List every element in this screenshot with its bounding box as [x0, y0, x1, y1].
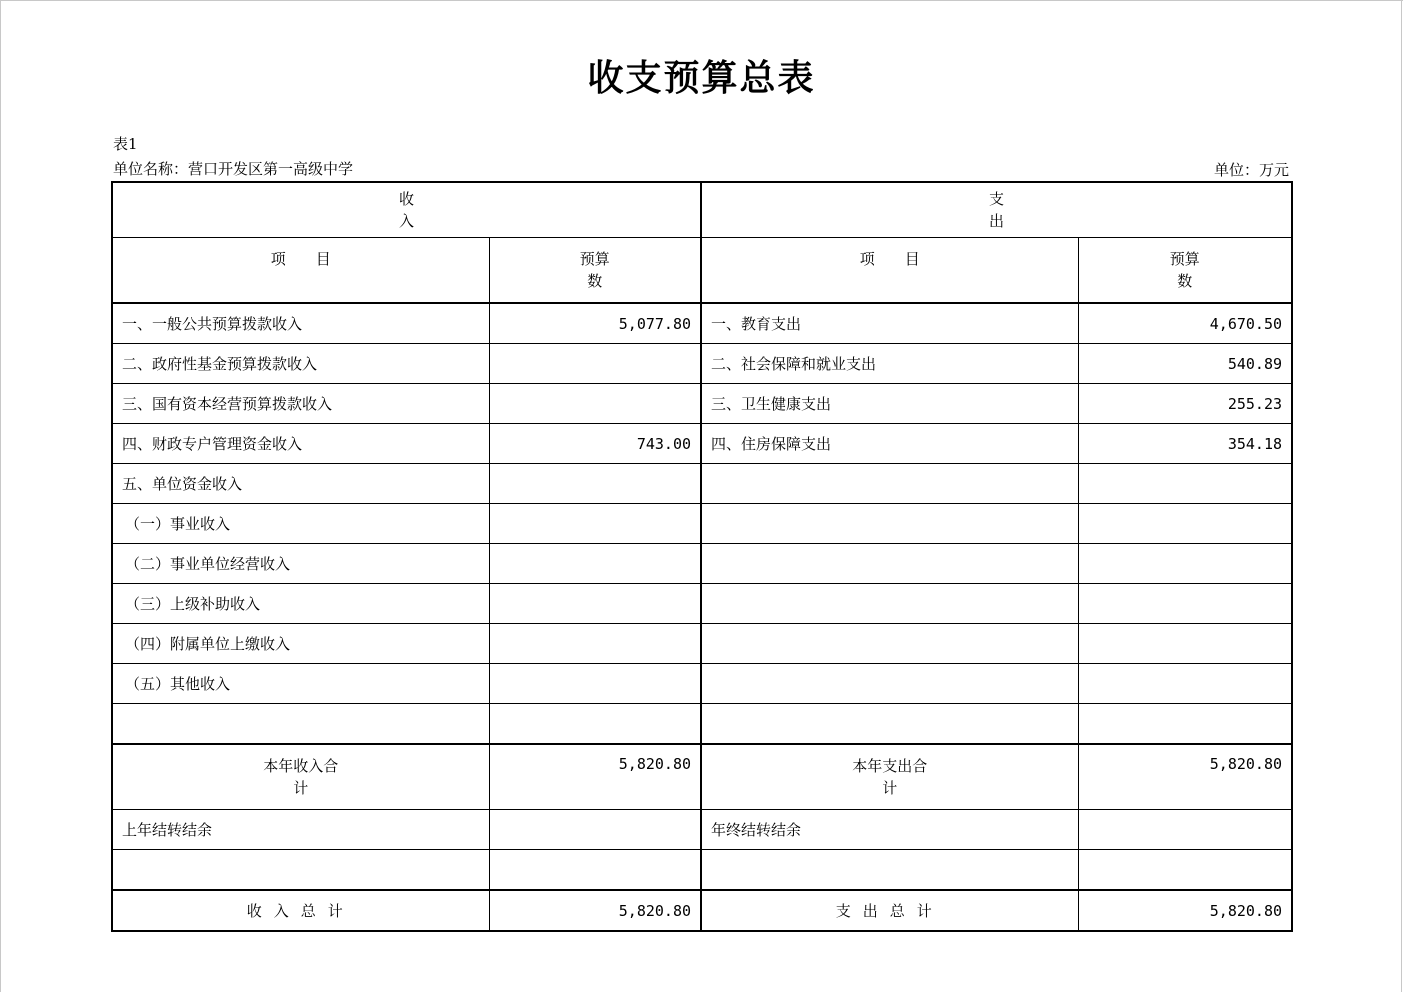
- income-value-cell: [489, 664, 701, 704]
- income-section-header: [112, 182, 701, 238]
- expense-value-cell: [1078, 584, 1292, 624]
- expense-grand-total-value: 5,820.80: [1078, 890, 1292, 931]
- income-value-cell: [489, 544, 701, 584]
- income-value-cell: 5,077.80: [489, 303, 701, 344]
- expense-budget-header-line-2: 数: [1177, 272, 1193, 290]
- year-income-total-value: 5,820.80: [489, 744, 701, 810]
- table-row: [112, 704, 1292, 745]
- unit-name: 单位名称：营口开发区第一高级中学: [113, 160, 354, 178]
- expense-value-cell: 354.18: [1078, 424, 1292, 464]
- expense-item-cell: 二、社会保障和就业支出: [701, 344, 1078, 384]
- year-income-total-label-line-1: 本年收入合: [263, 757, 339, 775]
- table-row: [112, 504, 1292, 544]
- expense-value-cell: [1078, 464, 1292, 504]
- income-carryover-label: 上年结转结余: [112, 810, 489, 850]
- expense-value-cell: [1078, 624, 1292, 664]
- expense-budget-header: [1078, 238, 1292, 304]
- income-header-char-1: 收: [399, 190, 415, 208]
- income-value-cell: [489, 384, 701, 424]
- table-row: [112, 464, 1292, 504]
- table-row: [112, 303, 1292, 344]
- income-header-char-2: 入: [399, 212, 415, 230]
- expense-value-cell: [1078, 504, 1292, 544]
- expense-value-cell: 4,670.50: [1078, 303, 1292, 344]
- income-item-cell: 三、国有资本经营预算拨款收入: [112, 384, 489, 424]
- income-item-cell: 四、财政专户管理资金收入: [112, 424, 489, 464]
- income-value-cell: [489, 624, 701, 664]
- expense-item-cell: 一、教育支出: [701, 303, 1078, 344]
- expense-value-cell: [1078, 544, 1292, 584]
- year-expense-total-label-line-1: 本年支出合: [852, 757, 928, 775]
- income-value-cell: 743.00: [489, 424, 701, 464]
- year-total-row: [112, 744, 1292, 810]
- expense-item-cell: 三、卫生健康支出: [701, 384, 1078, 424]
- income-budget-header: [489, 238, 701, 304]
- table-row: [112, 424, 1292, 464]
- budget-table: [111, 181, 1293, 932]
- empty-row: [112, 850, 1292, 891]
- currency-unit: 单位：万元: [1213, 161, 1289, 179]
- expense-budget-header-line-1: 预算: [1169, 250, 1200, 268]
- expense-item-cell: [701, 624, 1078, 664]
- empty-cell: [701, 850, 1078, 891]
- expense-grand-total-text: 支出总计: [835, 902, 944, 920]
- table-row: [112, 584, 1292, 624]
- expense-value-cell: [1078, 704, 1292, 745]
- income-item-cell: 一、一般公共预算拨款收入: [112, 303, 489, 344]
- expense-item-cell: [701, 464, 1078, 504]
- expense-grand-total-label: [701, 890, 1078, 931]
- table-row: [112, 664, 1292, 704]
- income-item-cell: （四）附属单位上缴收入: [112, 624, 489, 664]
- income-item-cell: [112, 704, 489, 745]
- income-carryover-value: [489, 810, 701, 850]
- table-row: [112, 384, 1292, 424]
- grand-total-row: [112, 890, 1292, 931]
- income-value-cell: [489, 584, 701, 624]
- income-value-cell: [489, 504, 701, 544]
- empty-cell: [112, 850, 489, 891]
- expense-item-cell: [701, 704, 1078, 745]
- income-item-cell: （五）其他收入: [112, 664, 489, 704]
- expense-section-header: [701, 182, 1292, 238]
- income-budget-header-line-1: 预算: [579, 250, 610, 268]
- income-item-cell: 二、政府性基金预算拨款收入: [112, 344, 489, 384]
- expense-item-cell: [701, 544, 1078, 584]
- frame-top-line: [0, 0, 1403, 1]
- carryover-row: [112, 810, 1292, 850]
- expense-value-cell: [1078, 664, 1292, 704]
- income-item-cell: 五、单位资金收入: [112, 464, 489, 504]
- expense-value-cell: 255.23: [1078, 384, 1292, 424]
- expense-item-cell: [701, 504, 1078, 544]
- income-item-cell: （二）事业单位经营收入: [112, 544, 489, 584]
- income-value-cell: [489, 464, 701, 504]
- expense-item-cell: [701, 584, 1078, 624]
- empty-cell: [1078, 850, 1292, 891]
- year-income-total-label: [112, 744, 489, 810]
- year-expense-total-label-line-2: 计: [882, 779, 898, 797]
- year-income-total-label-line-2: 计: [293, 779, 309, 797]
- year-expense-total-value: 5,820.80: [1078, 744, 1292, 810]
- frame-left-line: [0, 0, 1, 992]
- expense-item-header: [701, 238, 1078, 304]
- table-row: [112, 624, 1292, 664]
- table-row: [112, 344, 1292, 384]
- expense-value-cell: 540.89: [1078, 344, 1292, 384]
- income-grand-total-label: [112, 890, 489, 931]
- expense-carryover-value: [1078, 810, 1292, 850]
- expense-header-char-2: 出: [989, 212, 1005, 230]
- expense-header-char-1: 支: [989, 190, 1005, 208]
- expense-carryover-label: 年终结转结余: [701, 810, 1078, 850]
- income-item-header: [112, 238, 489, 304]
- section-header-row: [112, 182, 1292, 238]
- income-value-cell: [489, 704, 701, 745]
- income-grand-total-value: 5,820.80: [489, 890, 701, 931]
- frame-right-line: [1401, 0, 1402, 992]
- table-row: [112, 544, 1292, 584]
- page-title: 收支预算总表: [587, 58, 816, 99]
- empty-cell: [489, 850, 701, 891]
- expense-item-header-label: 项目: [859, 250, 950, 268]
- year-expense-total-label: [701, 744, 1078, 810]
- table-number: 表1: [113, 135, 138, 153]
- column-header-row: [112, 238, 1292, 304]
- income-value-cell: [489, 344, 701, 384]
- expense-item-cell: 四、住房保障支出: [701, 424, 1078, 464]
- income-grand-total-text: 收入总计: [246, 902, 355, 920]
- income-budget-header-line-2: 数: [587, 272, 603, 290]
- income-item-cell: （三）上级补助收入: [112, 584, 489, 624]
- expense-item-cell: [701, 664, 1078, 704]
- income-item-cell: （一）事业收入: [112, 504, 489, 544]
- income-item-header-label: 项目: [270, 250, 361, 268]
